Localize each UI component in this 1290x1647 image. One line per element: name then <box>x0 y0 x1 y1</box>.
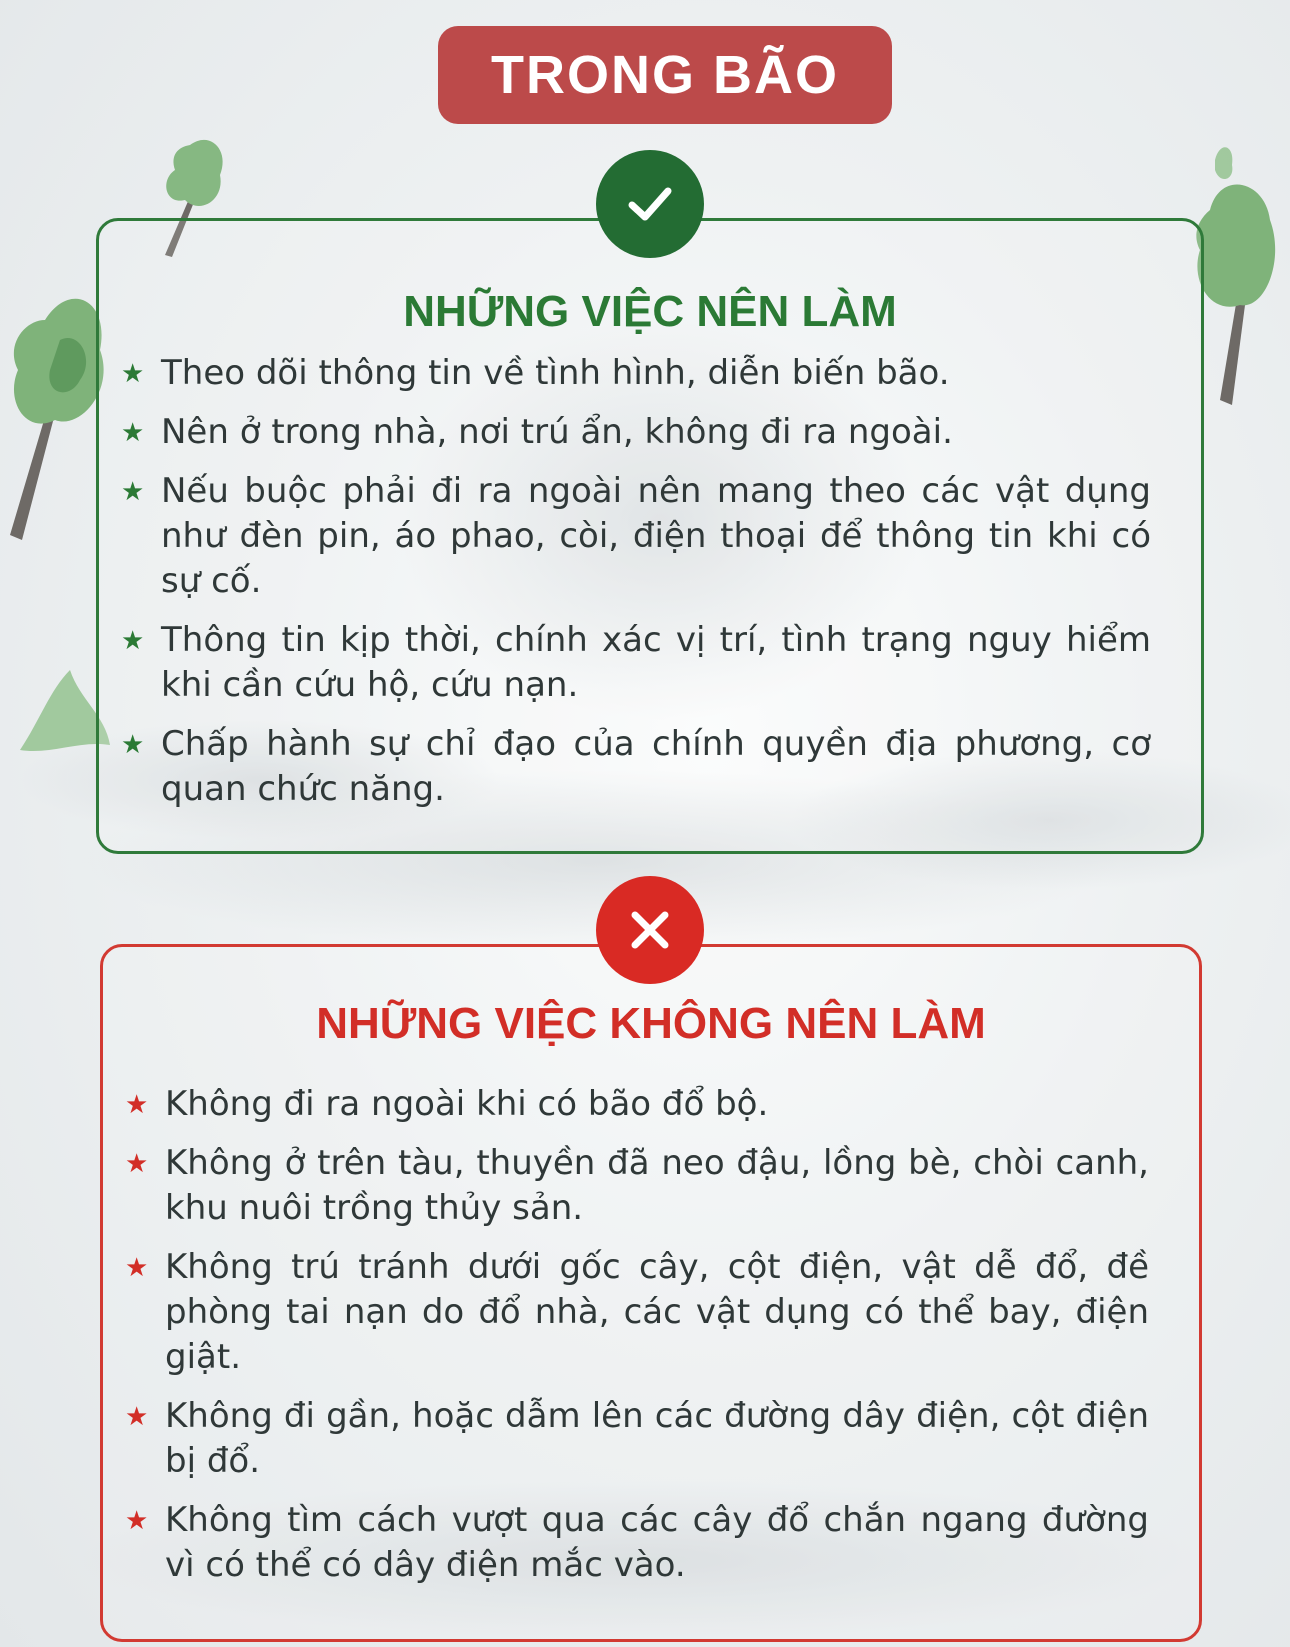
do-list <box>99 351 1201 826</box>
star-icon: ★ <box>121 359 145 389</box>
list-item <box>103 1141 1199 1231</box>
star-icon: ★ <box>125 1506 149 1536</box>
list-item <box>99 618 1201 708</box>
list-item <box>103 1082 1199 1127</box>
list-item <box>99 410 1201 455</box>
list-item <box>99 351 1201 396</box>
list-item-text: Chấp hành sự chỉ đạo của chính quyền địa phương, cơ quan chức năng. <box>161 724 1151 809</box>
list-item-text: Không đi gần, hoặc dẫm lên các đường dây điện, cột điện bị đổ. <box>165 1396 1149 1481</box>
cross-icon <box>596 876 704 984</box>
list-item-text: Theo dõi thông tin về tình hình, diễn biến bão. <box>161 353 950 393</box>
star-icon: ★ <box>125 1149 149 1179</box>
list-item <box>99 469 1201 604</box>
page-title: TRONG BÃO <box>438 26 892 124</box>
dont-list <box>103 1082 1199 1602</box>
star-icon: ★ <box>125 1402 149 1432</box>
star-icon: ★ <box>121 626 145 656</box>
star-icon: ★ <box>125 1253 149 1283</box>
list-item-text: Không trú tránh dưới gốc cây, cột điện, vật dễ đổ, đề phòng tai nạn do đổ nhà, các vật dụng có thể bay, điện giật. <box>165 1247 1149 1377</box>
list-item-text: Nên ở trong nhà, nơi trú ẩn, không đi ra ngoài. <box>161 412 953 452</box>
star-icon: ★ <box>121 418 145 448</box>
dont-heading: NHỮNG VIỆC KHÔNG NÊN LÀM <box>316 999 986 1048</box>
dont-panel <box>100 944 1202 1642</box>
star-icon: ★ <box>121 477 145 507</box>
list-item-text: Nếu buộc phải đi ra ngoài nên mang theo các vật dụng như đèn pin, áo phao, còi, điện thoại để thông tin khi có sự cố. <box>161 471 1151 601</box>
list-item <box>103 1394 1199 1484</box>
do-heading: NHỮNG VIỆC NÊN LÀM <box>403 287 897 336</box>
star-icon: ★ <box>125 1090 149 1120</box>
list-item-text: Không ở trên tàu, thuyền đã neo đậu, lồng bè, chòi canh, khu nuôi trồng thủy sản. <box>165 1143 1149 1228</box>
star-icon: ★ <box>121 730 145 760</box>
list-item-text: Không tìm cách vượt qua các cây đổ chắn ngang đường vì có thể có dây điện mắc vào. <box>165 1500 1149 1585</box>
list-item <box>99 722 1201 812</box>
list-item-text: Không đi ra ngoài khi có bão đổ bộ. <box>165 1084 769 1124</box>
list-item-text: Thông tin kịp thời, chính xác vị trí, tình trạng nguy hiểm khi cần cứu hộ, cứu nạn. <box>161 620 1151 705</box>
list-item <box>103 1498 1199 1588</box>
do-panel <box>96 218 1204 854</box>
list-item <box>103 1245 1199 1380</box>
check-icon <box>596 150 704 258</box>
